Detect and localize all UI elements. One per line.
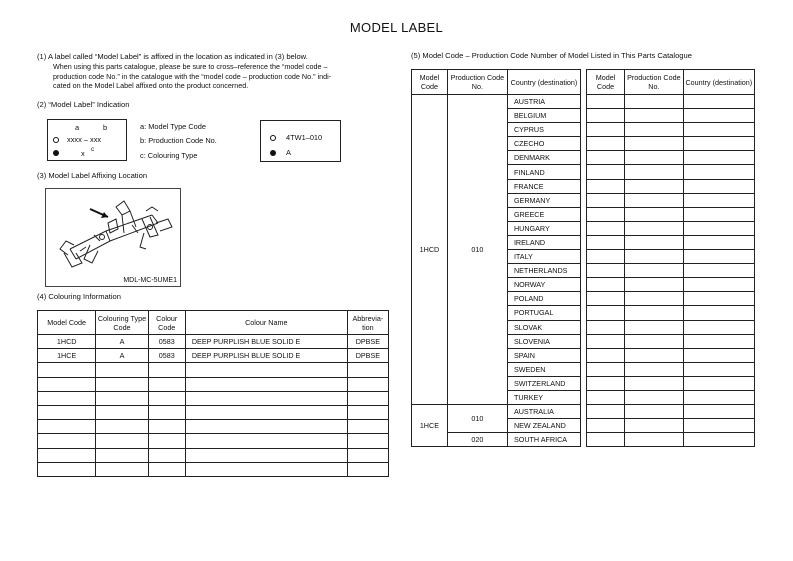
cell (38, 434, 96, 448)
table-row (587, 165, 755, 179)
frame-illustration (46, 189, 180, 274)
table-row (412, 405, 581, 419)
table-row (587, 320, 755, 334)
cell (38, 377, 96, 391)
cell: A (96, 349, 148, 363)
cell (96, 391, 148, 405)
label-c: c (91, 146, 95, 153)
country-cell: BELGIUM (507, 109, 580, 123)
table-row (587, 193, 755, 207)
col-header: Colour Code (148, 311, 185, 335)
cell (96, 405, 148, 419)
cell: 1HCD (38, 335, 96, 349)
legend-b: b: Production Code No. (140, 136, 217, 145)
example-colour: A (286, 148, 291, 157)
country-cell: SWITZERLAND (507, 376, 580, 390)
label-pattern-box (47, 119, 127, 161)
section-1-heading: (1) A label called “Model Label” is affixed in the location as indicated in (3) below. (37, 52, 308, 61)
cell (148, 377, 185, 391)
country-cell: SOUTH AFRICA (507, 433, 580, 447)
country-cell: SWEDEN (507, 362, 580, 376)
table-row (587, 419, 755, 433)
country-cell: HUNGARY (507, 221, 580, 235)
section-1-line: cated on the Model Label affixed onto the product concerned. (53, 81, 249, 91)
table-row (587, 109, 755, 123)
cell (148, 448, 185, 462)
cell: A (96, 335, 148, 349)
col-header: Colouring Type Code (96, 311, 148, 335)
table-row (587, 376, 755, 390)
cell (148, 363, 185, 377)
table-row (587, 306, 755, 320)
cell (347, 391, 388, 405)
col-header: Model Code (587, 70, 625, 95)
col-header: Abbrevia- tion (347, 311, 388, 335)
cell (185, 377, 347, 391)
table-row (587, 137, 755, 151)
cell (185, 391, 347, 405)
cell (148, 420, 185, 434)
country-cell: AUSTRIA (507, 95, 580, 109)
cell (347, 434, 388, 448)
country-cell: IRELAND (507, 235, 580, 249)
circle-filled-icon (53, 150, 59, 156)
cell (38, 363, 96, 377)
col-header: Model Code (412, 70, 448, 95)
cell: 0583 (148, 349, 185, 363)
model-code-table-blank (586, 69, 755, 447)
country-cell: NORWAY (507, 278, 580, 292)
table-row (38, 448, 389, 462)
table-row (38, 377, 389, 391)
section-5-heading: (5) Model Code – Production Code Number of Model Listed in This Parts Catalogue (411, 51, 692, 60)
production-code-cell: 010 (447, 405, 507, 433)
cell (38, 405, 96, 419)
circle-open-icon (270, 135, 276, 141)
country-cell: SLOVENIA (507, 334, 580, 348)
cell (347, 462, 388, 476)
col-header: Country (destination) (683, 70, 754, 95)
model-code-cell: 1HCD (412, 95, 448, 405)
table-row (587, 151, 755, 165)
cell (148, 405, 185, 419)
table-row (38, 391, 389, 405)
cell (38, 420, 96, 434)
cell (347, 420, 388, 434)
cell (185, 462, 347, 476)
label-example-box (260, 120, 341, 162)
table-row (587, 179, 755, 193)
col-header: Country (destination) (507, 70, 580, 95)
table-row (587, 292, 755, 306)
country-cell: FINLAND (507, 165, 580, 179)
table-row (587, 264, 755, 278)
table-row (587, 348, 755, 362)
cell (96, 377, 148, 391)
country-cell: TURKEY (507, 390, 580, 404)
cell (185, 420, 347, 434)
country-cell: DENMARK (507, 151, 580, 165)
cell (38, 448, 96, 462)
country-cell: CYPRUS (507, 123, 580, 137)
cell (38, 462, 96, 476)
table-row (587, 405, 755, 419)
country-cell: POLAND (507, 292, 580, 306)
cell (185, 448, 347, 462)
country-cell: FRANCE (507, 179, 580, 193)
cell (38, 391, 96, 405)
table-row (587, 362, 755, 376)
country-cell: SPAIN (507, 348, 580, 362)
table-row (38, 349, 389, 363)
country-cell: NEW ZEALAND (507, 419, 580, 433)
cell: DEEP PURPLISH BLUE SOLID E (185, 335, 347, 349)
label-location-figure (45, 188, 181, 287)
cell (96, 448, 148, 462)
table-row (587, 123, 755, 137)
cell (96, 420, 148, 434)
col-header: Model Code (38, 311, 96, 335)
table-row (38, 462, 389, 476)
production-code-cell: 010 (447, 95, 507, 405)
model-code-table (411, 69, 581, 447)
cell: DPBSE (347, 335, 388, 349)
table-row (587, 334, 755, 348)
country-cell: CZECHO (507, 137, 580, 151)
section-2-heading: (2) “Model Label” Indication (37, 100, 130, 109)
section-4-heading: (4) Colouring Information (37, 292, 121, 301)
legend-c: c: Colouring Type (140, 151, 198, 160)
cell (347, 405, 388, 419)
figure-caption: MDL-MC-5UME1 (123, 277, 177, 284)
country-cell: GERMANY (507, 193, 580, 207)
table-row (587, 390, 755, 404)
country-cell: PORTUGAL (507, 306, 580, 320)
label-pattern: xxxx – xxx (67, 135, 102, 144)
table-row (587, 250, 755, 264)
circle-filled-icon (270, 150, 276, 156)
table-row (38, 420, 389, 434)
table-row (38, 405, 389, 419)
cell (347, 377, 388, 391)
model-code-cell: 1HCE (412, 405, 448, 447)
cell (185, 434, 347, 448)
legend-a: a: Model Type Code (140, 122, 207, 131)
table-row (587, 95, 755, 109)
table-row (38, 335, 389, 349)
cell (96, 462, 148, 476)
table-row (38, 363, 389, 377)
section-1-line: production code No.” in the catalogue with the “model code – production code No.” indi- (53, 71, 332, 81)
section-1-body (53, 62, 331, 91)
cell: DPBSE (347, 349, 388, 363)
section-3-heading: (3) Model Label Affixing Location (37, 171, 148, 180)
production-code-cell: 020 (447, 433, 507, 447)
cell (96, 434, 148, 448)
page-title: MODEL LABEL (349, 20, 444, 35)
cell: 0583 (148, 335, 185, 349)
cell (185, 363, 347, 377)
label-b: b (103, 123, 108, 132)
cell: DEEP PURPLISH BLUE SOLID E (185, 349, 347, 363)
country-cell: SLOVAK (507, 320, 580, 334)
cell (185, 405, 347, 419)
section-1-line: When using this parts catalogue, please be sure to cross–reference the “model code – (53, 62, 328, 71)
country-cell: GREECE (507, 207, 580, 221)
col-header: Colour Name (185, 311, 347, 335)
colouring-table (37, 310, 389, 477)
cell: 1HCE (38, 349, 96, 363)
country-cell: AUSTRALIA (507, 405, 580, 419)
table-row (587, 235, 755, 249)
cell (148, 462, 185, 476)
circle-open-icon (53, 137, 59, 143)
country-cell: NETHERLANDS (507, 264, 580, 278)
table-row (587, 278, 755, 292)
label-x: x (81, 149, 85, 158)
cell (148, 434, 185, 448)
col-header: Production Code No. (625, 70, 684, 95)
label-a: a (75, 123, 80, 132)
table-row (412, 95, 581, 109)
table-row (587, 207, 755, 221)
table-row (587, 221, 755, 235)
cell (347, 448, 388, 462)
cell (148, 391, 185, 405)
col-header: Production Code No. (447, 70, 507, 95)
country-cell: ITALY (507, 250, 580, 264)
table-row (38, 434, 389, 448)
cell (347, 363, 388, 377)
example-code: 4TW1–010 (286, 133, 323, 142)
table-row (587, 433, 755, 447)
cell (96, 363, 148, 377)
